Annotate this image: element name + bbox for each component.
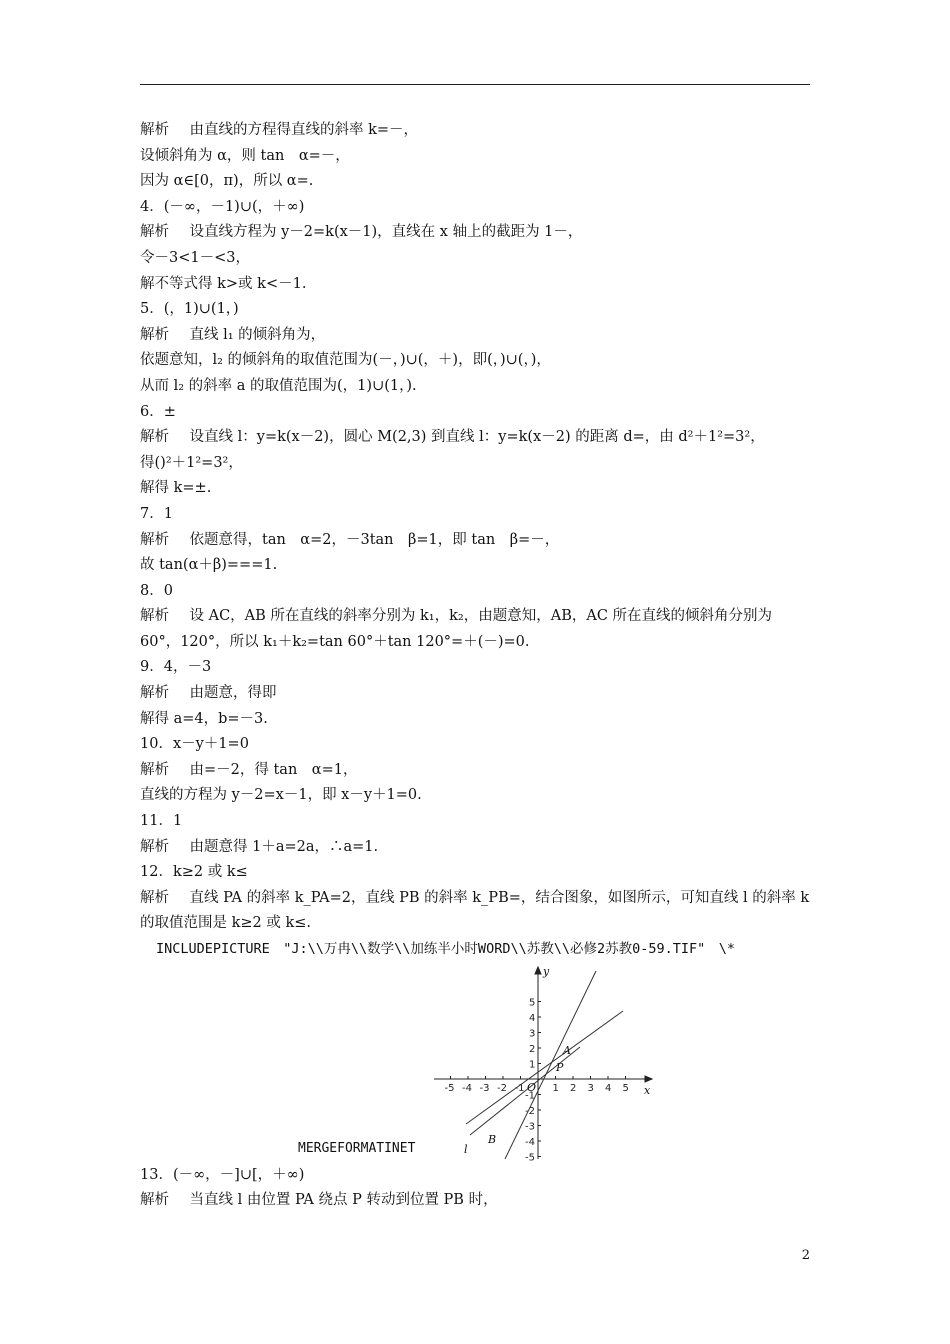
- text-line: [140, 553, 812, 579]
- line-text: 5．(，1)∪(1，): [140, 301, 239, 318]
- line-text: 10．x－y＋1=0: [140, 736, 249, 753]
- text-line: [140, 579, 812, 605]
- text-line: [140, 707, 812, 733]
- analysis-label: 解析: [140, 224, 169, 241]
- line-pa: [505, 971, 596, 1159]
- line-text: 13．(－∞，－]∪[，＋∞): [140, 1166, 305, 1183]
- analysis-label: 解析: [140, 122, 169, 138]
- y-tick-label: 4: [529, 1012, 536, 1024]
- text-line: [140, 374, 812, 400]
- answer-lines: [140, 118, 812, 937]
- line-text: 9．4，－3: [140, 659, 212, 676]
- point-label-b: B: [488, 1132, 497, 1146]
- text-line: [140, 118, 812, 144]
- line-text: 60°，120°，所以 k₁＋k₂=tan 60°＋tan 120°=＋(－)=0.: [140, 633, 530, 650]
- point-label-a: A: [563, 1043, 571, 1057]
- line-text: 解得 a=4，b=－3.: [140, 710, 268, 727]
- text-line: [140, 451, 812, 477]
- text-line: [140, 732, 812, 758]
- x-axis-arrow: [645, 1076, 652, 1082]
- line-text: 6．±: [140, 403, 176, 420]
- y-tick-label: -1: [525, 1090, 535, 1102]
- text-line: [140, 681, 812, 707]
- line-text: 解得 k=±.: [140, 480, 212, 497]
- x-tick-label: 5: [622, 1082, 629, 1094]
- text-line: [140, 604, 812, 630]
- text-line: [140, 758, 812, 784]
- x-tick-label: -3: [479, 1082, 490, 1094]
- analysis-label: 解析: [140, 608, 169, 625]
- text-line: [140, 655, 812, 681]
- origin-label: O: [527, 1080, 537, 1094]
- page-number: 2: [801, 1248, 810, 1263]
- x-tick-label: -1: [514, 1082, 525, 1094]
- y-tick-label: -3: [525, 1121, 535, 1133]
- line-text: 7．1: [140, 505, 173, 522]
- text-line: [140, 630, 812, 656]
- text-line: [140, 169, 812, 195]
- text-line: [140, 272, 812, 298]
- analysis-label: 解析: [140, 685, 169, 702]
- line-text: 12．k≥2 或 k≤: [140, 864, 248, 881]
- line-text: 令－3<1－<3，: [140, 249, 250, 266]
- document-body: [140, 118, 812, 1214]
- text-line: [140, 528, 812, 554]
- text-line: [140, 195, 812, 221]
- y-tick-label: -4: [525, 1136, 535, 1148]
- text-line: [140, 1163, 812, 1189]
- line-text: 故 tan(α＋β)===1.: [140, 557, 278, 574]
- text-line: [140, 246, 812, 272]
- text-line: [140, 502, 812, 528]
- line-text: 依题意得，tan α=2，－3tan β=1，即 tan β=－，: [189, 531, 560, 548]
- coordinate-figure: [140, 963, 812, 1163]
- text-line: [140, 220, 812, 246]
- line-pb: [466, 1011, 623, 1124]
- analysis-label: 解析: [140, 326, 169, 343]
- text-line: [140, 400, 812, 426]
- x-tick-label: 1: [552, 1082, 559, 1094]
- line-text: 设直线 l：y=k(x－2)，圆心 M(2,3) 到直线 l：y=k(x－2) 的距离 d=，由 d²＋1²=3²，: [189, 429, 765, 446]
- text-line: [140, 425, 812, 451]
- line-text: 直线 PA 的斜率 k_PA=2，直线 PB 的斜率 k_PB=，结合图象，如图所示，可知直线 l 的斜率 k: [189, 889, 810, 906]
- y-tick-label: 3: [529, 1028, 536, 1040]
- answer-lines-continued: [140, 1163, 812, 1214]
- analysis-label: 解析: [140, 889, 169, 906]
- y-tick-label: 1: [529, 1059, 536, 1071]
- text-line: [140, 1188, 812, 1214]
- line-label-l: l: [464, 1142, 468, 1156]
- line-text: 从而 l₂ 的斜率 a 的取值范围为(，1)∪(1，).: [140, 377, 417, 394]
- merge-format-field: MERGEFORMATINET: [298, 1140, 416, 1156]
- line-text: 设直线方程为 y－2=k(x－1)，直线在 x 轴上的截距为 1－，: [189, 224, 583, 241]
- line-text: 由题意得 1＋a=2a，∴a=1.: [189, 838, 379, 855]
- line-text: 因为 α∈[0，π)，所以 α=.: [140, 173, 314, 190]
- line-text: 设 AC，AB 所在直线的斜率分别为 k₁，k₂，由题意知，AB，AC 所在直线的倾斜角分别为: [189, 608, 773, 625]
- line-text: 当直线 l 由位置 PA 绕点 P 转动到位置 PB 时，: [189, 1192, 498, 1209]
- point-label-p: P: [556, 1060, 564, 1074]
- analysis-label: 解析: [140, 1192, 169, 1209]
- text-line: [140, 911, 812, 937]
- line-text: 依题意知，l₂ 的倾斜角的取值范围为(－，)∪(，＋)，即(，)∪(，)，: [140, 352, 551, 369]
- text-line: [140, 809, 812, 835]
- y-tick-label: -2: [525, 1105, 535, 1117]
- header-rule: [140, 84, 810, 85]
- text-line: [140, 144, 812, 170]
- line-text: 8．0: [140, 582, 173, 599]
- x-tick-label: 3: [587, 1082, 594, 1094]
- x-axis-label: x: [644, 1083, 651, 1097]
- graph-svg: [430, 963, 660, 1163]
- text-line: [140, 860, 812, 886]
- analysis-label: 解析: [140, 531, 169, 548]
- line-text: 由直线的方程得直线的斜率 k=－，: [189, 122, 419, 138]
- text-line: [140, 783, 812, 809]
- y-axis-arrow: [535, 967, 541, 974]
- x-tick-label: 2: [570, 1082, 577, 1094]
- text-line: [140, 297, 812, 323]
- text-line: [140, 348, 812, 374]
- text-line: [140, 886, 812, 912]
- analysis-label: 解析: [140, 838, 169, 855]
- line-text: 设倾斜角为 α，则 tan α=－，: [140, 147, 350, 164]
- analysis-label: 解析: [140, 761, 169, 778]
- analysis-label: 解析: [140, 429, 169, 446]
- text-line: [140, 323, 812, 349]
- x-tick-label: -4: [462, 1082, 472, 1094]
- line-text: 由=－2，得 tan α=1，: [189, 761, 358, 778]
- text-line: [140, 835, 812, 861]
- line-text: 解不等式得 k>或 k<－1.: [140, 275, 307, 292]
- y-tick-label: 5: [529, 997, 536, 1009]
- line-text: 11．1: [140, 813, 183, 830]
- line-text: 的取值范围是 k≥2 或 k≤.: [140, 915, 312, 932]
- line-text: 直线 l₁ 的倾斜角为，: [189, 326, 326, 343]
- line-text: 4．(－∞，－1)∪(，＋∞): [140, 198, 305, 215]
- y-tick-label: -5: [525, 1152, 535, 1163]
- text-line: [140, 476, 812, 502]
- y-axis-label: y: [543, 964, 550, 978]
- x-tick-label: -5: [444, 1082, 455, 1094]
- include-picture-field: INCLUDEPICTURE "J:\\万冉\\数学\\加练半小时WORD\\苏教\\必修2苏教0-59.TIF" \*: [156, 941, 735, 957]
- x-tick-label: -2: [497, 1082, 507, 1094]
- line-text: 由题意，得即: [189, 685, 277, 702]
- x-tick-label: 4: [605, 1082, 612, 1094]
- line-text: 直线的方程为 y－2=x－1，即 x－y＋1=0.: [140, 787, 422, 804]
- line-text: 得()²＋1²=3²，: [140, 454, 243, 471]
- y-tick-label: 2: [529, 1043, 536, 1055]
